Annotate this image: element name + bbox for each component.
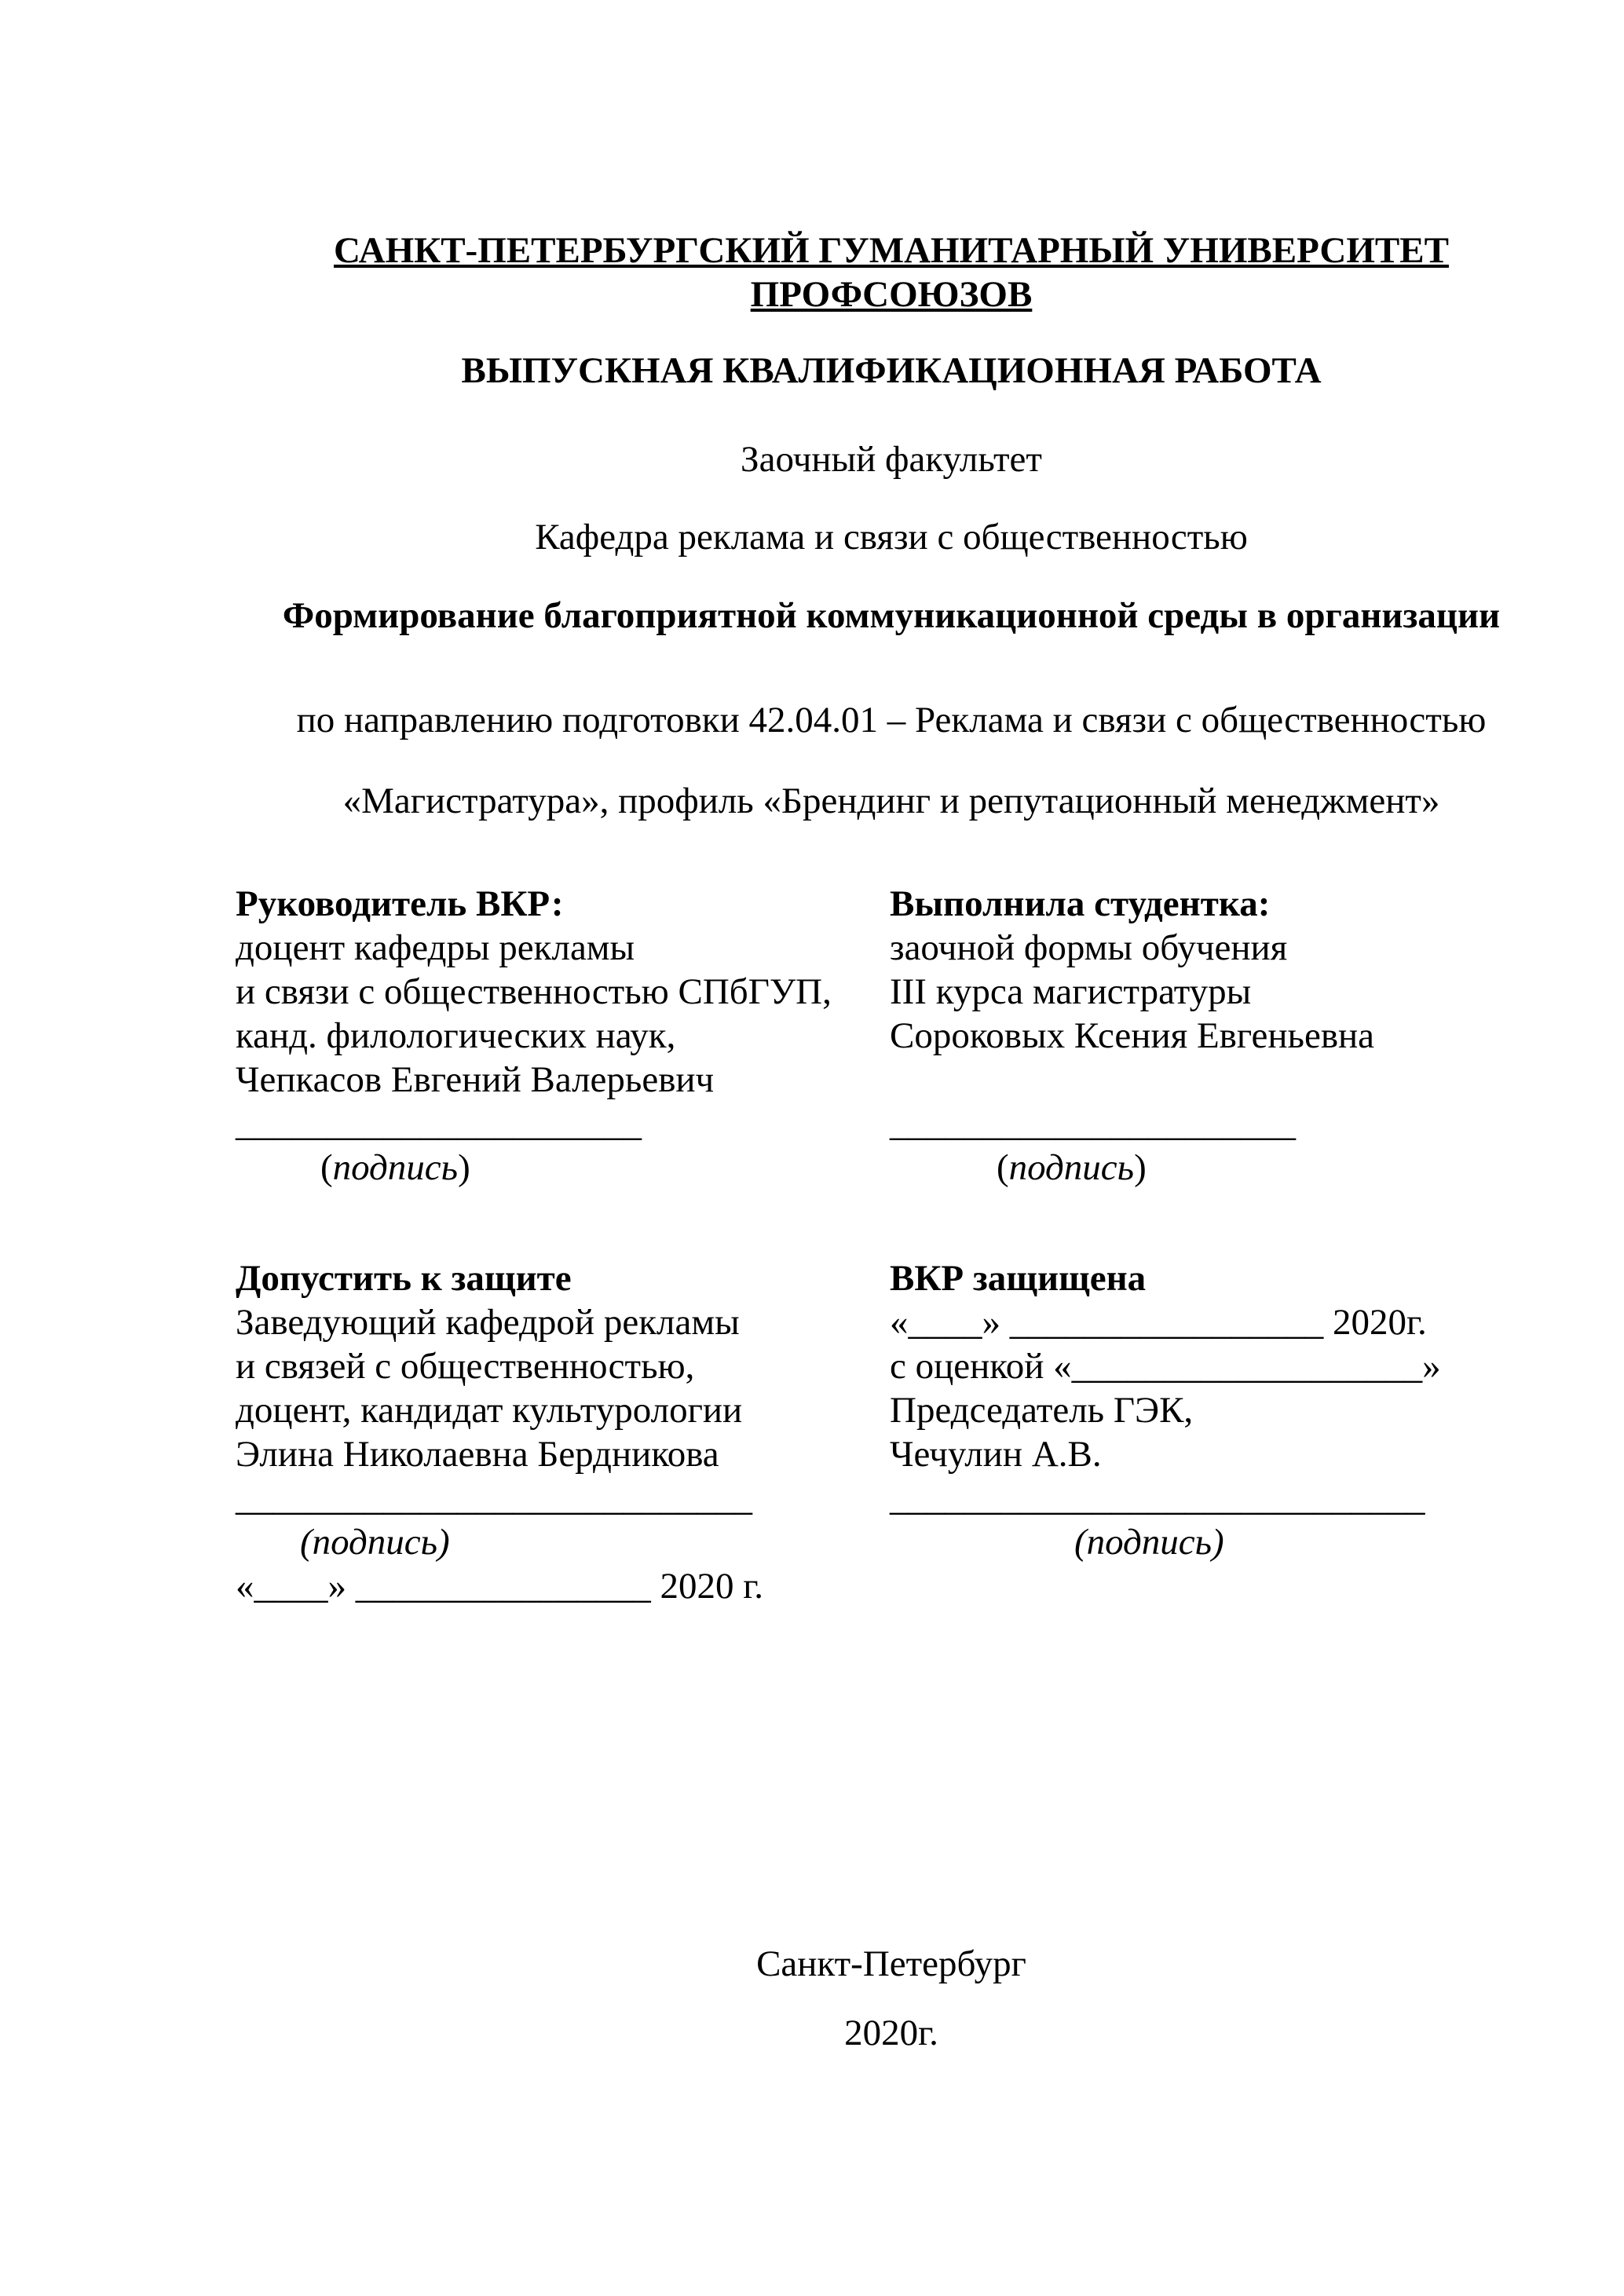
supervisor-signature-line: ______________________ <box>236 1103 642 1144</box>
defense-heading: ВКР защищена <box>890 1258 1147 1299</box>
footer-year: 2020г. <box>844 2013 938 2053</box>
defense-signature-label: (подпись) <box>1074 1522 1224 1563</box>
university-name-line2: ПРОФСОЮЗОВ <box>750 274 1033 315</box>
admission-heading: Допустить к защите <box>236 1258 572 1299</box>
supervisor-block <box>236 882 832 1190</box>
faculty: Заочный факультет <box>741 439 1042 480</box>
defense-grade-line: с оценкой «___________________» <box>890 1346 1441 1387</box>
student-signature-label: (подпись) <box>997 1147 1147 1188</box>
supervisor-line: канд. филологических наук, <box>236 1015 676 1056</box>
student-block <box>890 882 1374 1190</box>
student-line: заочной формы обучения <box>890 927 1288 968</box>
supervisor-heading: Руководитель ВКР: <box>236 883 564 924</box>
admission-signature-label: (подпись) <box>300 1522 450 1563</box>
student-line: III курса магистратуры <box>890 971 1252 1012</box>
university-name-line1: САНКТ-ПЕТЕРБУРГСКИЙ ГУМАНИТАРНЫЙ УНИВЕРСИТЕТ <box>334 230 1449 271</box>
admission-line: Элина Николаевна Бердникова <box>236 1434 719 1475</box>
defense-block <box>890 1256 1441 1564</box>
supervisor-signature-label: (подпись) <box>320 1147 470 1188</box>
supervisor-line: Чепкасов Евгений Валерьевич <box>236 1059 715 1100</box>
study-profile: «Магистратура», профиль «Брендинг и репутационный менеджмент» <box>342 781 1440 821</box>
admission-line: доцент, кандидат культурологии <box>236 1390 743 1431</box>
student-line: Сороковых Ксения Евгеньевна <box>890 1015 1375 1056</box>
admission-signature-line: ____________________________ <box>236 1478 752 1519</box>
admission-line: Заведующий кафедрой рекламы <box>236 1302 740 1343</box>
thesis-topic: Формирование благоприятной коммуникационной среды в организации <box>282 595 1501 636</box>
supervisor-line: доцент кафедры рекламы <box>236 927 635 968</box>
study-direction: по направлению подготовки 42.04.01 – Реклама и связи с общественностью <box>296 700 1487 740</box>
admission-date-line: «____» ________________ 2020 г. <box>236 1566 763 1607</box>
footer-city: Санкт-Петербург <box>756 1943 1026 1984</box>
admission-block <box>236 1256 763 1608</box>
student-heading: Выполнила студентка: <box>890 883 1271 924</box>
work-type: ВЫПУСКНАЯ КВАЛИФИКАЦИОННАЯ РАБОТА <box>461 350 1322 391</box>
student-signature-line: ______________________ <box>890 1103 1296 1144</box>
defense-signature-line: _____________________________ <box>890 1478 1425 1519</box>
department: Кафедра реклама и связи с общественностью <box>535 517 1248 558</box>
admission-line: и связей с общественностью, <box>236 1346 695 1387</box>
supervisor-line: и связи с общественностью СПбГУП, <box>236 971 832 1012</box>
defense-line: Чечулин А.В. <box>890 1434 1102 1475</box>
defense-date-line: «____» _________________ 2020г. <box>890 1302 1427 1343</box>
defense-line: Председатель ГЭК, <box>890 1390 1194 1431</box>
